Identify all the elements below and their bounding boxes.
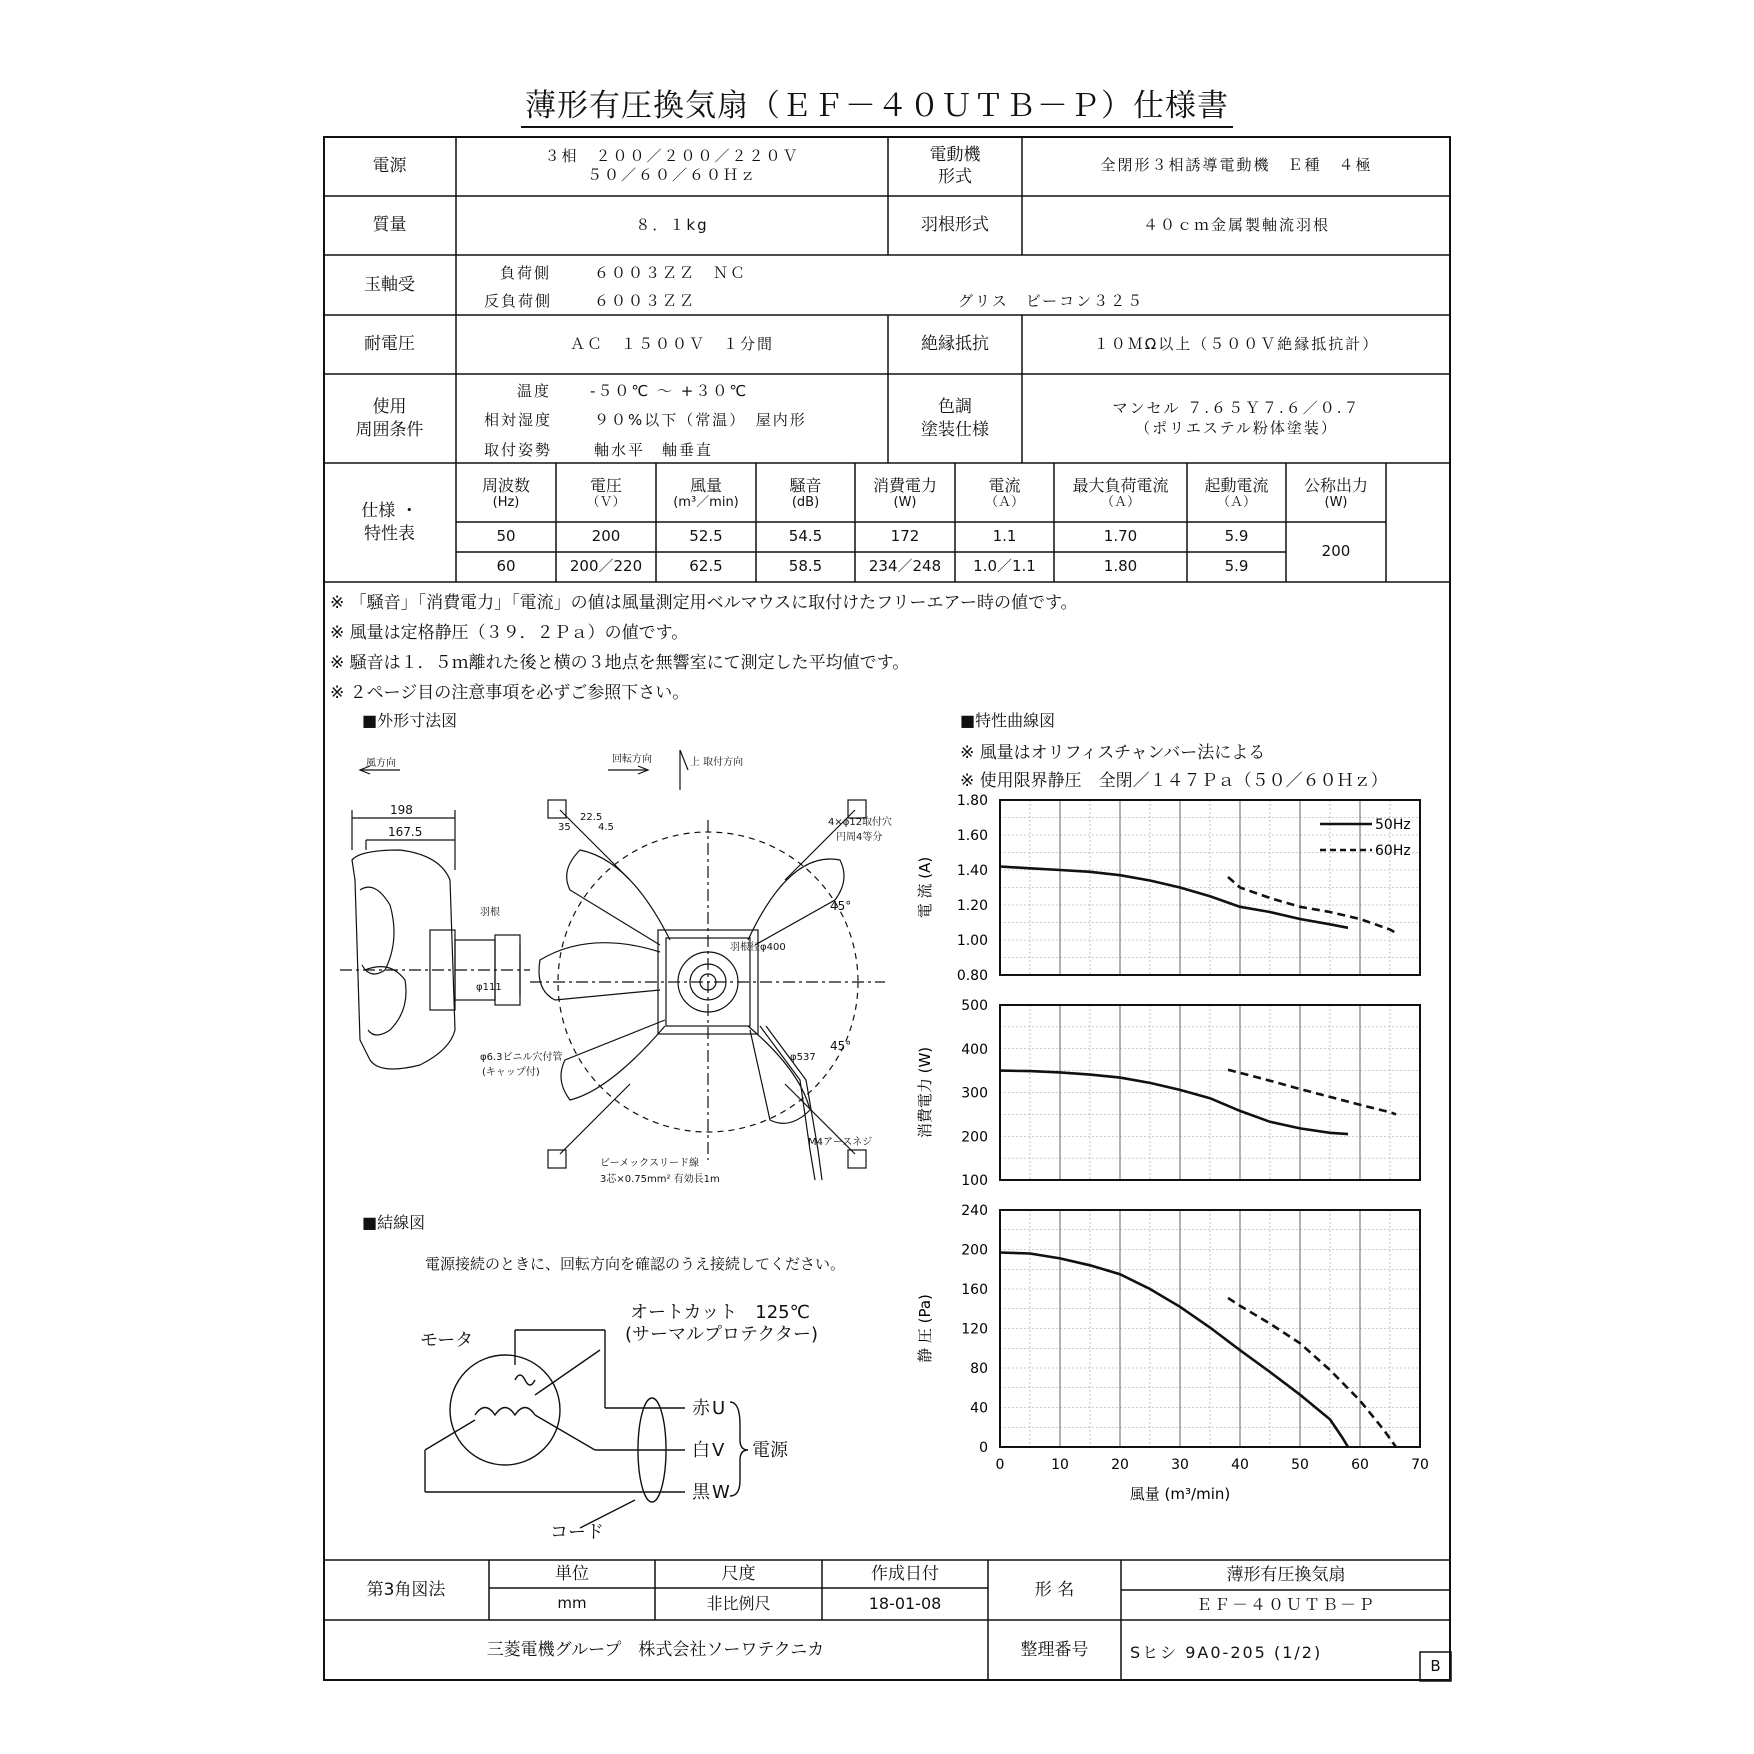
insulation-value: １０ＭΩ以上（５００Ｖ絶縁抵抗計） [1093,334,1380,353]
perf-header-title: 公称出力 [1303,475,1368,495]
x-tick-label: 70 [1411,1457,1429,1473]
legend-label: 60Hz [1375,843,1411,859]
perf-cell: 62.5 [689,557,723,576]
curve-heading: ■特性曲線図 [960,711,1056,730]
outline-45deg-bottom: 45° [830,1039,852,1053]
y-tick-label: 1.20 [956,898,988,914]
environment-label [323,374,456,463]
color-label [888,374,1022,463]
outline-d45: 4.5 [598,822,614,833]
perf-cell: 1.80 [1103,557,1138,576]
note-3: ※ 騒音は１．５ｍ離れた後と横の３地点を無響室にて測定した平均値です。 [330,653,910,673]
outline-d225: 22.5 [580,812,603,823]
wiring-autocut: オートカット 125℃ [630,1302,810,1323]
perf-header-5 [955,465,1054,521]
note-1: ※ 「騒音」「消費電力」「電流」の値は風量測定用ベルマウスに取付けたフリーエアー時の値です。 [330,593,1078,613]
insulation-label: 絶縁抵抗 [921,334,989,355]
outline-lead2: 3芯×0.75mm² 有効長1m [600,1174,720,1185]
y-tick-label: 80 [970,1361,988,1377]
outline-guard: 羽根 [480,907,500,918]
motor-label-line1: 電動機 [929,144,981,165]
voltage-value: ＡＣ １５００Ｖ １分間 [569,334,774,353]
model-value-line1: 薄形有圧換気扇 [1226,1564,1346,1585]
series-line-50Hz [1000,1253,1348,1448]
wiring-w: W [712,1482,730,1503]
x-tick-label: 0 [995,1457,1005,1473]
perf-cell: 200 [591,527,621,546]
outline-d400: 羽根径φ400 [730,942,786,953]
projection-label: 第3角図法 [366,1579,446,1600]
revision-mark: B [1430,1656,1441,1675]
x-tick-label: 20 [1111,1457,1129,1473]
perf-header-title: 電圧 [589,475,622,495]
y-axis-label: 静 圧 (Pa) [916,1294,934,1363]
rated-output-value: 200 [1321,542,1351,561]
document-title: 薄形有圧換気扇（ＥＦ－４０ＵＴＢ－Ｐ）仕様書 [0,80,1754,125]
y-tick-label: 240 [961,1203,988,1219]
perf-header-6 [1054,465,1187,521]
y-tick-label: 500 [961,998,988,1014]
wiring-red: 赤 [692,1398,710,1419]
x-tick-label: 50 [1291,1457,1309,1473]
mount-label: 取付姿勢 [484,441,553,459]
outline-wind-dir: 風方向 [366,758,396,769]
perf-cell: 52.5 [689,527,723,546]
perf-header-unit: (dB) [791,494,820,510]
motor-value: 全閉形３相誘導電動機 Ｅ種 ４極 [1100,156,1373,175]
y-tick-label: 200 [961,1129,988,1146]
outline-mount-dir: 上 取付方向 [690,757,744,768]
temp-value: -５０℃ ～ +３０℃ [590,382,749,400]
y-tick-label: 40 [970,1400,988,1417]
series-line-60Hz [1228,1070,1396,1115]
outline-nut: M4アースネジ [808,1137,873,1148]
legend-label: 50Hz [1375,817,1411,833]
perf-header-title: 最大負荷電流 [1072,475,1169,495]
color-value-line1: マンセル ７.６５Ｙ７.６／０.７ [1112,399,1361,417]
perf-cell: 60 [496,557,516,576]
perf-header-2 [656,465,756,521]
perf-cell: 172 [890,527,920,546]
wiring-power: 電源 [752,1440,788,1461]
x-tick-label: 40 [1231,1457,1249,1473]
perf-header-4 [855,465,955,521]
wiring-heading: ■結線図 [362,1213,426,1232]
outline-d35: 35 [558,822,571,833]
perf-header-title: 電流 [988,475,1021,495]
power-value-line1: ３相 ２００／２００／２２０Ｖ [544,146,800,165]
series-line-50Hz [1000,1071,1348,1135]
y-tick-label: 1.60 [956,828,988,844]
outline-holes2: 円周4等分 [836,832,883,843]
humidity-value: ９０%以下（常温） 屋内形 [594,411,807,429]
x-axis-label: 風量 (m³/min) [1129,1485,1231,1503]
x-tick-label: 30 [1171,1457,1189,1473]
scale-value: 非比例尺 [706,1593,771,1613]
wiring-black: 黒 [692,1482,710,1503]
scale-label: 尺度 [721,1563,756,1584]
perf-cell: 234／248 [868,557,942,576]
chart-panel-1 [916,998,1420,1189]
environment-label-line2: 周囲条件 [355,419,424,440]
perf-header-7 [1187,465,1286,521]
perf-cell: 1.1 [992,527,1017,546]
motor-label [888,136,1022,196]
wiring-u: U [712,1398,726,1419]
outline-rot-dir: 回転方向 [612,754,652,765]
chart-panel-0 [916,793,1420,984]
perf-cell: 1.0／1.1 [973,557,1036,576]
environment-label-line1: 使用 [372,397,407,418]
perf-header-unit: （Ａ） [1216,494,1256,510]
perf-cell: 58.5 [788,557,823,576]
curve-note-2: ※ 使用限界静圧 全閉／１４７Ｐａ（５０／６０Ｈｚ） [960,771,1388,791]
y-axis-label: 電 流 (A) [916,856,934,919]
perf-header-1 [556,465,656,521]
perf-header-unit: (m³／min) [673,494,739,510]
power-value-line2: ５０／６０／６０Ｈｚ [586,166,757,184]
perf-header-title: 起動電流 [1204,475,1269,495]
outline-lead: ビーメックスリード線 [600,1158,699,1169]
temp-label: 温度 [517,382,552,400]
outline-d198: 198 [390,803,413,817]
characteristic-charts [900,790,1440,1520]
bearing-antiload-value: ６００３ＺＺ [594,292,697,310]
model-label: 形 名 [1034,1579,1075,1600]
company-name: 三菱電機グループ 株式会社ソーワテクニカ [486,1640,825,1661]
motor-label-line2: 形式 [938,167,972,187]
power-label: 電源 [372,155,407,176]
model-value-line2: ＥＦ－４０ＵＴＢ－Ｐ [1195,1594,1376,1614]
wiring-protector: (サーマルプロテクター) [625,1324,818,1345]
unit-label: 単位 [555,1563,589,1584]
wiring-diagram [400,1290,840,1550]
y-tick-label: 0 [979,1440,988,1456]
x-tick-label: 10 [1051,1457,1069,1473]
perf-header-unit: （Ａ） [984,494,1024,510]
outline-cap: (キャップ付) [482,1067,540,1078]
perf-label [323,463,456,582]
outline-holes: 4×φ12取付穴 [828,817,893,828]
perf-label-line1: 仕様 ・ [361,501,418,522]
wiring-white: 白 [692,1440,710,1461]
y-tick-label: 400 [961,1041,988,1058]
bearing-load-label: 負荷側 [500,264,552,282]
perf-header-8 [1286,465,1386,521]
date-label: 作成日付 [871,1563,939,1584]
y-tick-label: 160 [961,1282,988,1298]
y-tick-label: 300 [961,1085,988,1102]
mass-label: 質量 [372,215,407,236]
y-tick-label: 0.80 [956,968,988,984]
mass-value: ８．１kg [635,215,709,234]
perf-cell: 5.9 [1224,557,1249,576]
perf-cell: 5.9 [1224,527,1249,546]
power-value [456,136,888,196]
perf-header-unit: (Hz) [492,494,520,510]
wiring-motor: モータ [420,1330,474,1351]
y-tick-label: 1.80 [956,793,988,809]
wiring-v: V [712,1440,725,1461]
perf-header-0 [456,465,556,521]
color-value-line2: （ポリエステル粉体塗装） [1135,418,1338,437]
color-label-line1: 色調 [938,397,972,418]
color-label-line2: 塗装仕様 [921,419,989,440]
perf-cell: 200／220 [569,557,643,576]
series-line-50Hz [1000,867,1348,928]
perf-header-title: 風量 [689,475,722,495]
y-tick-label: 100 [961,1173,988,1189]
outline-drawing [330,730,920,1200]
mount-value: 軸水平 軸垂直 [594,441,714,459]
perf-header-unit: （Ｖ） [586,494,626,510]
humidity-label: 相対湿度 [484,411,553,429]
bearing-label: 玉軸受 [364,274,415,295]
bearing-antiload-label: 反負荷側 [484,292,553,310]
perf-header-title: 周波数 [481,475,530,495]
outline-conduit: φ6.3ビニル穴付管 [480,1052,563,1063]
chart-panel-2 [916,1203,1429,1503]
curve-note-1: ※ 風量はオリフィスチャンバー法による [960,743,1266,763]
outline-d537: φ537 [790,1052,816,1063]
color-value [1022,374,1451,463]
blade-label: 羽根形式 [921,215,989,236]
perf-label-line2: 特性表 [364,523,415,544]
perf-header-3 [756,465,855,521]
y-tick-label: 1.00 [956,933,988,949]
number-value: Sヒシ 9A0-205 (1/2) [1130,1643,1323,1662]
unit-value: mm [557,1594,587,1613]
y-axis-label: 消費電力 (W) [916,1046,934,1139]
wiring-caution: 電源接続のときに、回転方向を確認のうえ接続してください。 [425,1255,846,1273]
outline-heading: ■外形寸法図 [362,711,458,730]
blade-value: ４０ｃｍ金属製軸流羽根 [1142,215,1330,234]
date-value: 18-01-08 [868,1593,942,1613]
perf-cell: 54.5 [788,527,823,546]
perf-header-unit: (W) [1324,494,1348,510]
y-tick-label: 120 [961,1321,988,1338]
perf-cell: 1.70 [1103,527,1138,546]
series-line-60Hz [1228,1298,1396,1447]
grease-value: グリス ビーコン３２５ [958,292,1145,310]
perf-cell: 50 [496,527,516,546]
perf-header-title: 騒音 [789,475,822,495]
x-tick-label: 60 [1351,1457,1369,1473]
number-label: 整理番号 [1020,1640,1089,1661]
note-2: ※ 風量は定格静圧（３９．２Ｐａ）の値です。 [330,623,689,643]
voltage-label: 耐電圧 [364,334,415,355]
wiring-cord: コード [550,1522,604,1543]
bearing-load-value: ６００３ＺＺ ＮＣ [594,264,748,282]
outline-d111: φ111 [476,982,502,993]
note-4: ※ ２ページ目の注意事項を必ずご参照下さい。 [330,683,690,703]
perf-header-unit: (W) [893,494,917,510]
y-tick-label: 200 [961,1242,988,1259]
outline-d1675: 167.5 [388,825,423,839]
perf-header-unit: （Ａ） [1100,494,1140,510]
perf-header-title: 消費電力 [872,475,937,495]
y-tick-label: 1.40 [956,863,988,879]
outline-45deg-top: 45° [830,899,852,913]
